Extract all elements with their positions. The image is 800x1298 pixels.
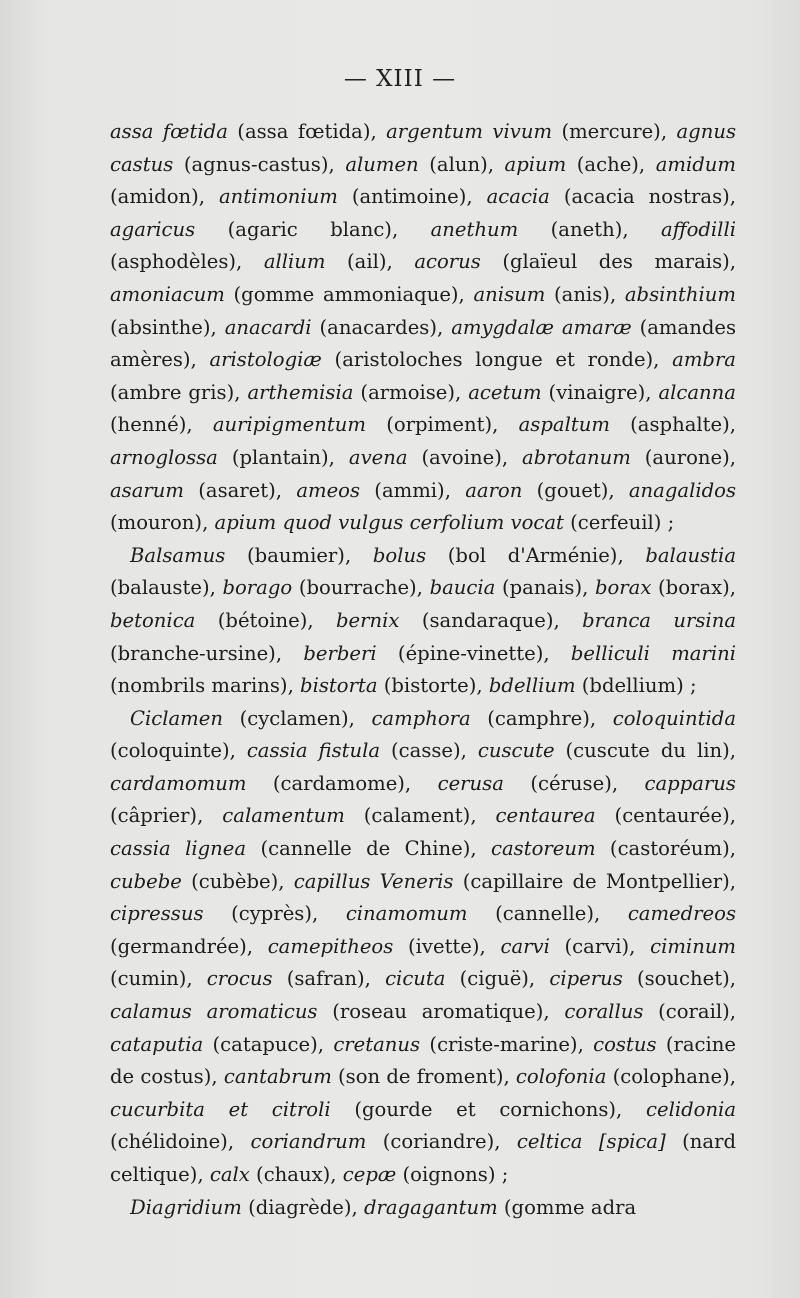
french-gloss: (câprier), <box>110 804 223 828</box>
french-gloss: (cyclamen), <box>222 706 372 730</box>
french-gloss: (gouet), <box>522 478 629 502</box>
french-gloss: (chélidoine), <box>110 1130 251 1154</box>
latin-term: bistorta <box>300 674 378 698</box>
french-gloss: (aneth), <box>518 217 662 241</box>
latin-term: crocus <box>206 967 273 991</box>
french-gloss: (cannelle), <box>467 902 628 926</box>
body-text <box>110 116 736 1224</box>
paragraph-c-entries <box>110 703 736 1192</box>
french-gloss: (camphre), <box>470 706 613 730</box>
latin-term: ambra <box>672 348 736 372</box>
french-gloss: (orpiment), <box>365 413 519 437</box>
french-gloss: (aristoloches longue et ronde), <box>321 348 673 372</box>
latin-term: arthemisia <box>247 380 354 404</box>
latin-term: acorus <box>414 250 481 274</box>
latin-term: anisum <box>473 282 546 306</box>
french-gloss: (agaric blanc), <box>195 217 431 241</box>
latin-term: avena <box>348 445 408 469</box>
french-gloss: (germandrée), <box>110 934 268 958</box>
french-gloss: (ivette), <box>393 934 501 958</box>
french-gloss: (carvi), <box>549 934 651 958</box>
latin-term: alumen <box>345 152 419 176</box>
paragraph-a-entries <box>110 116 736 540</box>
latin-term: argentum vivum <box>386 120 553 143</box>
french-gloss: (asaret), <box>183 478 297 502</box>
latin-term: capillus Veneris <box>293 869 454 893</box>
french-gloss: (corail), <box>643 1000 736 1024</box>
latin-term: asarum <box>110 478 184 502</box>
latin-term: cantabrum <box>223 1065 332 1089</box>
french-gloss: (bourrache), <box>292 576 430 600</box>
latin-term: amygdalæ amaræ <box>451 315 632 339</box>
french-gloss: (racine de costus), <box>110 1032 736 1089</box>
latin-term: calamentum <box>222 804 345 828</box>
french-gloss: (bdellium) ; <box>575 674 697 698</box>
french-gloss: (ambre gris), <box>110 380 248 404</box>
latin-term: affodilli <box>661 217 736 241</box>
french-gloss: (acacia nostras), <box>549 185 737 209</box>
french-gloss: (coloquinte), <box>110 739 247 763</box>
latin-term: celidonia <box>646 1097 737 1121</box>
latin-term: cucurbita et citroli <box>110 1097 331 1121</box>
french-gloss: (cumin), <box>110 967 207 991</box>
latin-term: aspaltum <box>518 413 610 437</box>
paragraph-d-entries <box>110 1192 736 1225</box>
french-gloss: (asphalte), <box>609 413 736 437</box>
french-gloss: (castoréum), <box>595 837 736 861</box>
latin-term: cubebe <box>110 869 182 893</box>
french-gloss: (alun), <box>418 152 505 176</box>
latin-term: aaron <box>465 478 523 502</box>
latin-term: anacardi <box>224 315 312 339</box>
french-gloss: (assa fœtida), <box>227 120 387 143</box>
french-gloss: (cardamome), <box>246 771 438 795</box>
latin-term: bolus <box>372 543 427 567</box>
latin-term: camepitheos <box>267 934 394 958</box>
latin-term: berberi <box>303 641 377 665</box>
french-gloss: (roseau aromatique), <box>317 1000 565 1024</box>
french-gloss: (ache), <box>566 152 656 176</box>
french-gloss: (catapuce), <box>203 1032 334 1056</box>
latin-term: castoreum <box>491 837 596 861</box>
latin-term: allium <box>263 250 326 274</box>
french-gloss: (coriandre), <box>366 1130 517 1154</box>
latin-term: centaurea <box>495 804 596 828</box>
french-gloss: (gourde et cornichons), <box>330 1097 646 1121</box>
latin-term: abrotanum <box>522 445 631 469</box>
latin-term: camphora <box>371 706 471 730</box>
latin-term: celtica [spica] <box>516 1130 666 1154</box>
latin-term: cretanus <box>333 1032 421 1056</box>
latin-term: amidum <box>655 152 737 176</box>
latin-term: ciperus <box>549 967 623 991</box>
french-gloss: (ciguë), <box>445 967 550 991</box>
latin-term: bdellium <box>488 674 576 698</box>
latin-term: agaricus <box>110 217 196 241</box>
french-gloss: (nard celtique), <box>110 1130 736 1186</box>
latin-term: assa fœtida <box>110 120 228 143</box>
french-gloss: (ail), <box>325 250 415 274</box>
latin-term: auripigmentum <box>212 413 366 437</box>
french-gloss: (glaïeul des marais), <box>480 250 736 274</box>
french-gloss: (nombrils marins), <box>110 674 301 698</box>
latin-term: cinamomum <box>345 902 468 926</box>
french-gloss: (colophane), <box>606 1065 737 1089</box>
french-gloss: (cerfeuil) ; <box>563 511 675 535</box>
french-gloss: (épine-vinette), <box>376 641 571 665</box>
latin-term: calamus aromaticus <box>110 1000 318 1024</box>
french-gloss: (panais), <box>495 576 595 600</box>
latin-term: apium quod vulgus cerfolium vocat <box>214 511 564 535</box>
french-gloss: (plantain), <box>217 445 349 469</box>
french-gloss: (chaux), <box>249 1163 343 1186</box>
french-gloss: (bistorte), <box>377 674 489 698</box>
latin-term: ciminum <box>650 934 737 958</box>
latin-term: baucia <box>429 576 496 600</box>
latin-term: carvi <box>500 934 550 958</box>
french-gloss: (amandes amères), <box>110 315 737 372</box>
latin-term: coloquintida <box>612 706 736 730</box>
french-gloss: (bol d'Arménie), <box>426 543 646 567</box>
french-gloss: (vinaigre), <box>541 380 659 404</box>
french-gloss: (avoine), <box>407 445 523 469</box>
french-gloss: (antimoine), <box>337 185 487 209</box>
latin-term: colofonia <box>515 1065 607 1089</box>
latin-term: camedreos <box>627 902 736 926</box>
french-gloss: (aurone), <box>630 445 736 469</box>
french-gloss: (baumier), <box>225 543 373 567</box>
latin-term: arnoglossa <box>110 445 218 469</box>
latin-term: cataputia <box>110 1032 204 1056</box>
latin-term: balaustia <box>645 543 736 567</box>
running-head: — XIII — <box>343 66 457 92</box>
latin-term: Diagridium <box>130 1195 242 1219</box>
french-gloss: (sandaraque), <box>399 608 583 632</box>
french-gloss: (diagrède), <box>241 1195 364 1219</box>
latin-term: costus <box>593 1032 657 1056</box>
french-gloss: (gomme ammoniaque), <box>224 282 474 306</box>
french-gloss: (bétoine), <box>195 608 336 632</box>
french-gloss: (cyprès), <box>203 902 346 926</box>
french-gloss: (casse), <box>380 739 478 763</box>
french-gloss: (mercure), <box>552 120 677 143</box>
latin-term: cardamomum <box>110 771 247 795</box>
french-gloss: (capillaire de Montpellier), <box>453 869 737 893</box>
latin-term: agnus castus <box>110 120 737 176</box>
latin-term: calx <box>209 1163 250 1186</box>
latin-term: ameos <box>296 478 361 502</box>
latin-term: capparus <box>644 771 736 795</box>
latin-term: acacia <box>486 185 550 209</box>
french-gloss: (amidon), <box>110 185 219 209</box>
latin-term: betonica <box>110 608 196 632</box>
french-gloss: (cuscute du lin), <box>554 739 736 763</box>
latin-term: Balsamus <box>130 543 226 567</box>
latin-term: belliculi marini <box>570 641 737 665</box>
latin-term: alcanna <box>658 380 736 404</box>
latin-term: branca ursina <box>582 608 736 632</box>
latin-term: Ciclamen <box>130 706 223 730</box>
latin-term: cassia fistula <box>246 739 381 763</box>
french-gloss: (son de froment), <box>331 1065 516 1089</box>
french-gloss: (criste-marine), <box>420 1032 594 1056</box>
french-gloss: (oignons) ; <box>396 1163 509 1186</box>
latin-term: cuscute <box>477 739 555 763</box>
latin-term: bernix <box>335 608 400 632</box>
latin-term: dragagantum <box>363 1195 498 1219</box>
french-gloss: (cubèbe), <box>181 869 294 893</box>
french-gloss: (branche-ursine), <box>110 641 304 665</box>
latin-term: corallus <box>564 1000 644 1024</box>
french-gloss: (asphodèles), <box>110 250 264 274</box>
latin-term: antimonium <box>218 185 338 209</box>
latin-term: cepæ <box>342 1163 397 1186</box>
latin-term: cipressus <box>110 902 204 926</box>
french-gloss: (ammi), <box>360 478 466 502</box>
french-gloss: (anacardes), <box>311 315 452 339</box>
french-gloss: (balauste), <box>110 576 223 600</box>
latin-term: amoniacum <box>110 282 225 306</box>
latin-term: anagalidos <box>628 478 736 502</box>
latin-term: coriandrum <box>250 1130 367 1154</box>
french-gloss: (armoise), <box>353 380 469 404</box>
paragraph-b-entries <box>110 540 736 703</box>
french-gloss: (céruse), <box>503 771 645 795</box>
french-gloss: (anis), <box>545 282 625 306</box>
latin-term: cerusa <box>437 771 504 795</box>
latin-term: borago <box>222 576 293 600</box>
french-gloss: (gomme adra <box>497 1195 637 1219</box>
french-gloss: (agnus-castus), <box>173 152 346 176</box>
french-gloss: (souchet), <box>622 967 736 991</box>
latin-term: acetum <box>468 380 542 404</box>
french-gloss: (borax), <box>651 576 736 600</box>
french-gloss: (cannelle de Chine), <box>246 837 491 861</box>
latin-term: cicuta <box>385 967 446 991</box>
french-gloss: (henné), <box>110 413 213 437</box>
french-gloss: (mouron), <box>110 511 215 535</box>
latin-term: anethum <box>430 217 519 241</box>
latin-term: absinthium <box>624 282 736 306</box>
latin-term: apium <box>504 152 567 176</box>
french-gloss: (centaurée), <box>595 804 736 828</box>
latin-term: cassia lignea <box>110 837 247 861</box>
french-gloss: (calament), <box>344 804 496 828</box>
latin-term: borax <box>594 576 652 600</box>
french-gloss: (safran), <box>272 967 386 991</box>
latin-term: aristologiæ <box>209 348 322 372</box>
french-gloss: (absinthe), <box>110 315 225 339</box>
